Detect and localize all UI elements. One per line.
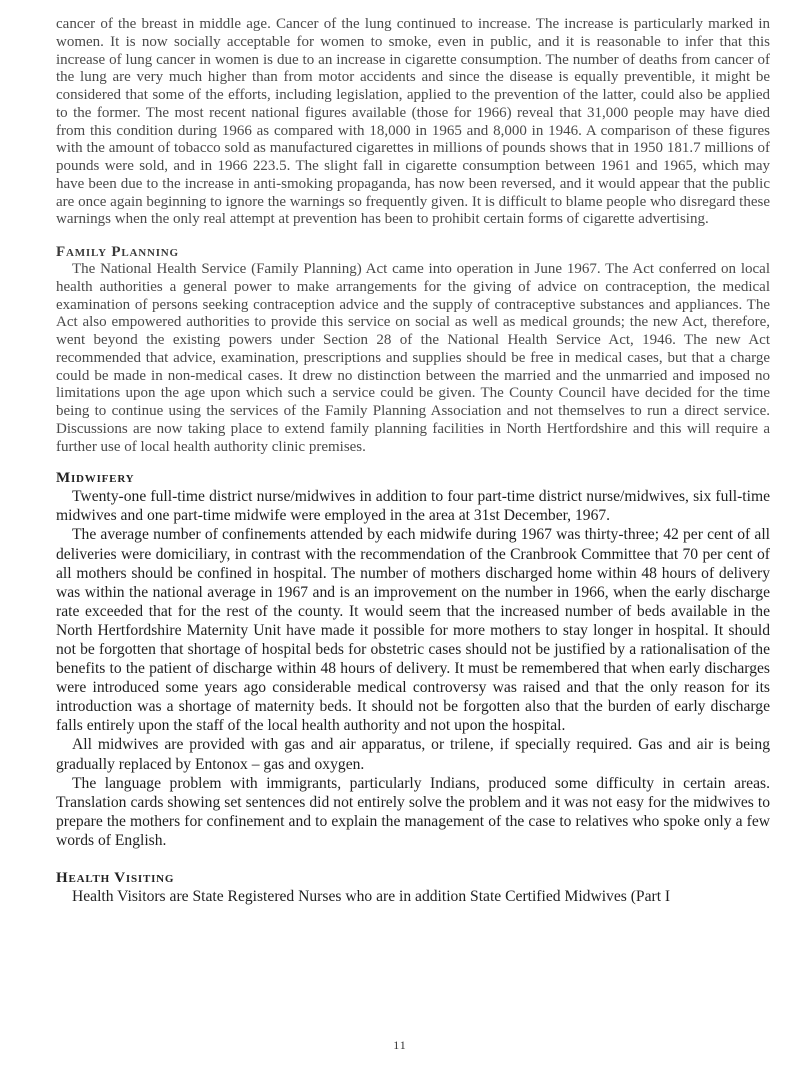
family-planning-paragraph: The National Health Service (Family Planning) Act came into operation in June 1967. The Act conferred on local health authorities a general power to make arrangements for the giving of advice on contraception, the medical examination of persons seeking contraception advice and the supply of contraceptive substances and appliances. The Act also empowered authorities to provide this service on social as well as medical grounds; the new Act, therefore, went beyond the existing powers under Section 28 of the National Health Service Act, 1946. The new Act recommended that advice, examination, prescriptions and supplies should be free in medical cases, but that a charge could be made in non-medical cases. It drew no distinction between the married and the unmarried and imposed no limitations upon the age upon which such a service could be given. The County Council have decided for the time being to continue using the services of the Family Planning Association and not themselves to run a direct service. Discussions are now taking place to extend family planning facilities in North Hertfordshire and this will require a further use of local health authority clinic premises. [56,261,770,455]
cancer-paragraph: cancer of the breast in middle age. Cancer of the lung continued to increase. The increase is particularly marked in women. It is now socially acceptable for women to smoke, even in public, and it is reasonable to infer that this increase of lung cancer in women is due to an increase in cigarette consumption. The number of deaths from cancer of the lung are very much higher than from motor accidents and since the disease is equally preventible, it might be considered that some of the efforts, including legislation, applied to the prevention of the latter, could also be applied to the former. The most recent national figures available (those for 1966) reveal that 31,000 people may have died from this condition during 1966 as compared with 18,000 in 1965 and 8,000 in 1946. A comparison of these figures with the amount of tobacco sold as manufactured cigarettes in millions of pounds shows that in 1950 181.7 millions of pounds were sold, and in 1966 223.5. The slight fall in cigarette consumption between 1961 and 1965, which may have been due to the increase in anti-smoking propaganda, has now been reversed, and it would appear that the public are once again beginning to ignore the warnings so frequently given. It is difficult to blame people who disregard these warnings when the only real attempt at prevention has been to prohibit certain forms of cigarette advertising. [56,16,770,228]
health-visiting-paragraph: Health Visitors are State Registered Nurses who are in addition State Certified Midwives (Part I [72,888,671,906]
midwifery-paragraph-apparatus: All midwives are provided with gas and air apparatus, or trilene, if specially required. Gas and air is being gradually replaced by Entonox – gas and oxygen. [56,736,770,773]
page-number: 11 [393,1038,407,1052]
midwifery-heading: Midwifery [56,470,135,487]
midwifery-paragraph-staff: Twenty-one full-time district nurse/midwives in addition to four part-time district nurse/midwives, six full-time midwives and one part-time midwife were employed in the area at 31st December, 1967. [56,488,770,525]
midwifery-paragraph-language: The language problem with immigrants, particularly Indians, produced some difficulty in certain areas. Translation cards showing set sentences did not entirely solve the problem and it was not easy for the midwives to prepare the mothers for confinement and to explain the management of the case to relatives who spoke only a few words of English. [56,774,770,849]
midwifery-paragraph-confinements: The average number of confinements attended by each midwife during 1967 was thirty-three; 42 per cent of all deliveries were domiciliary, in contrast with the recommendation of the Cranbrook Committee that 70 per cent of all mothers should be confined in hospital. The number of mothers discharged home within 48 hours of delivery was within the national average in 1967 and is an improvement on the number in 1966, when the early discharge rate exceeded that for the rest of the county. It would seem that the increased number of beds available in the North Hertfordshire Maternity Unit have made it possible for more mothers to stay longer in hospital. It should not be forgotten that shortage of hospital beds for obstetric cases should not be justified by a rationalisation of the benefits to the patient of discharge within 48 hours of delivery. It must be remembered that when early discharges were introduced some years ago considerable medical controversy was raised and that the only reason for its introduction was a shortage of maternity beds. It should not be forgotten also that the burden of early discharge falls entirely upon the staff of the local health authority and not upon the hospital. [56,526,770,735]
health-visiting-heading: Health Visiting [56,870,175,887]
document-page [56,16,770,906]
family-planning-heading: Family Planning [56,244,179,260]
